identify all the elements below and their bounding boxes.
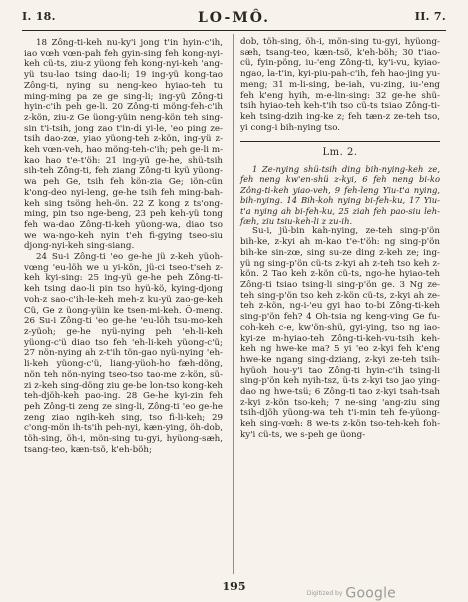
header-title: LO-MÔ. — [197, 10, 271, 26]
paragraph: 24 Su-i Zông-ti 'eo ge-he jü z-keh yüoh-vœng 'eu-löh we u yi-kön, jü-ci tseo-t'seh z-keh kyi-sing: 25 ing-yü ge-he peh Zông-ti-keh tsing dao-li pin tso hyü-kö, kying-djong voh-z sao-c'ih-le-keh meh-z ku-yü zao-ge-keh Cü, Ge z üong-yüin ke tsen-mi-keh. Ö-meng. 26 Su-i Zông-ti 'eo ge-he 'eu-löh tsu-mo-keh z-yüoh; ge-he nyü-nying peh 'eh-li-keh yüong-c'ü diao tso feh 'eh-li-keh yüong-c'ü; 27 nön-nying ah z-t'ih tön-gao nyü-nying 'eh-li-keh yüong-c'ü, liang-yüoh-ho fæh-döng, nön teh nön-nying tseo-tso tao-me z-kön, sü-zi z-keh sing-döng ziu ge-be lon-tso kong-keh teh-djöh-keh pao-ing. 28 Ge-he kyi-zin feh peh Zông-ti zeng ze sing-li, Zông-ti 'eo ge-he zeng ziao ngih-keh sing, tso fi-li-keh; 29 c'ong-mön ih-ts'ih peh-nyi, kæn-ying, öh-dob, töh-sing, öh-i, mön-sing tu-gyi, hyüong-sæh, tsang-teo, kæn-tsö, k'eh-böh; — [24, 252, 223, 455]
paragraph: dob, töh-sing, öh-i, mön-sing tu-gyi, hyüong-sæh, tsang-teo, kæn-tsö, k'eh-böh; 30 t'iao-cü, fyin-pöng, iu-'eng Zông-ti, ky'i-vu, kyiao-ngao, la-t'in, kyi-piu-pah-c'ih, feh hao-jing yu-meng; 31 m-li-sing, be-iah, vu-zing, iu-'eng feh k'eng hyih, m-e-lin-sing: 32 ge-he shü-tsih hyiao-teh keh-t'ih tso cü-ts tsiao Zông-ti-keh tsing-dzih ing-ke z; feh tæn-z ze-teh tso, yi cong-i bih-nying tso. — [240, 37, 440, 133]
chapter-summary: 1 Ze-nying shü-tsih ding bih-nying-keh ze, feh neng kw'en-shü z-kyi, 6 feh neng bi-ko Zông-ti-keh yiao-veh, 9 feh-leng Yiu-t'a nying, bih-nying. 14 Bih-koh nying bi-feh-ku, 17 Yiu-t'a nying ah bi-feh-ku, 25 ziah feh pao-siu leh-fæh, ziu tsiu-keh-li z zu-ih. — [240, 164, 440, 227]
header-left-reference: I. 18. — [22, 10, 56, 23]
page-number: 195 — [222, 580, 246, 593]
chapter-heading: Lm. 2. — [322, 147, 358, 159]
running-header — [22, 10, 446, 30]
left-column — [24, 38, 223, 455]
paragraph: Su-i, jü-bin kah-nying, ze-teh sing-p'ön bih-ke, z-kyi ah m-kao t'e-t'öh: ng sing-p'ön bih-ke sin-zœ, sing su-ze ding z-keh ze; ing-yü ng sing-p'ön cü-ts z-kyi ah z-teh tso keh z-kön. 2 Tao keh z-kön cü-ts, ngo-he hyiao-teh Zông-ti tsiao tsing-li sing-p'ön ge. 3 Ng ze-teh sing-p'ön tso keh z-kön cü-ts, z-kyi ah ze-teh z-kön, ng-i-'eu gyi hao to-bi Zông-ti-keh sing-p'ön feh? 4 Oh-tsia ng keng-ving Ge fu-coh-keh c-e, kw'ön-shü, gyi-ying, tso ng iao-kyi-ze m-hyiao-teh Zông-ti-keh-vu-tsih keh-keh ng hwe-ke ma? 5 yi 'eo z-kyi feh k'eng hwe-ke ngang sing-dziang, z-kyi ze-teh tsih-hyüoh hou-y'i tao Zông-ti hyin-c'ih tsing-li sing-p'ön keh nyih-tsz, ü-ts z-kyi tso jao ying-dao ng hwe-tsü; 6 Zông-ti tao z-kyi tsah-tsah z-kyi z-kön tso-keh; 7 ne-sing 'ang-ziu sing tsih-djöh yüong-wa teh t'i-min teh fe-yüong-keh sing-vœh: 8 we-ts z-kön tso-teh-keh foh-ky'i cü-ts, we s-peh ge üong- — [240, 226, 440, 440]
google-logo: Google — [345, 585, 396, 602]
right-column — [240, 37, 440, 441]
paragraph: 18 Zông-ti-keh nu-ky'i jong t'in hyin-c'ih, iao vœh vœn-pah feh gyin-sing feh kong-nyi-keh cü-ts, ziu-z yüong feh kong-nyi-keh 'ang-yü tsu-lao tsing dao-li; 19 ing-yü kong-tao Zông-ti, nying su neng-keo hyiao-teh tu ming-ming pa ze ge sing-li; ing-yü Zông-ti hyin-c'ih peh ge-li. 20 Zông-ti möng-feh-c'ih z-kön, ziu-z Ge üong-yüin neng-kön teh sing-sin t'i-tsih, jong zao t'in-di yi-le, 'eo ping ze-tsih dao-zœ, yiao yüong-teh z-kön, ing-yü z-keh vœn-veh, hao möng-teh-c'ih; peh ge-li m-kao hao t'e-t'öh: 21 ing-yü ge-he, shü-tsih sih-teh Zông-ti, feh ziang Zông-ti kyü yüong-wa peh Ge, tsih feh kön-zia Ge; iön-cün k'ong-deo nyi-leng, ge-he tsih feh ming-bah-keh sing tsöng heh-ön. 22 Z kong z ts'ong-ming, pin tso nge-beng, 23 peh keh-yü tong feh wa-dao Zông-ti-keh yüong-wa, diao tso we wa-ngo-keh nyin t'eh fi-gying tseo-siu djong-nyi-keh sing-siang. — [24, 38, 223, 252]
digitized-by-google-watermark — [307, 583, 396, 602]
section-rule — [240, 141, 440, 142]
digitized-by-text: Digitized by — [306, 590, 343, 597]
header-rule — [22, 30, 446, 31]
column-divider — [233, 34, 234, 574]
header-right-reference: II. 7. — [414, 10, 446, 23]
